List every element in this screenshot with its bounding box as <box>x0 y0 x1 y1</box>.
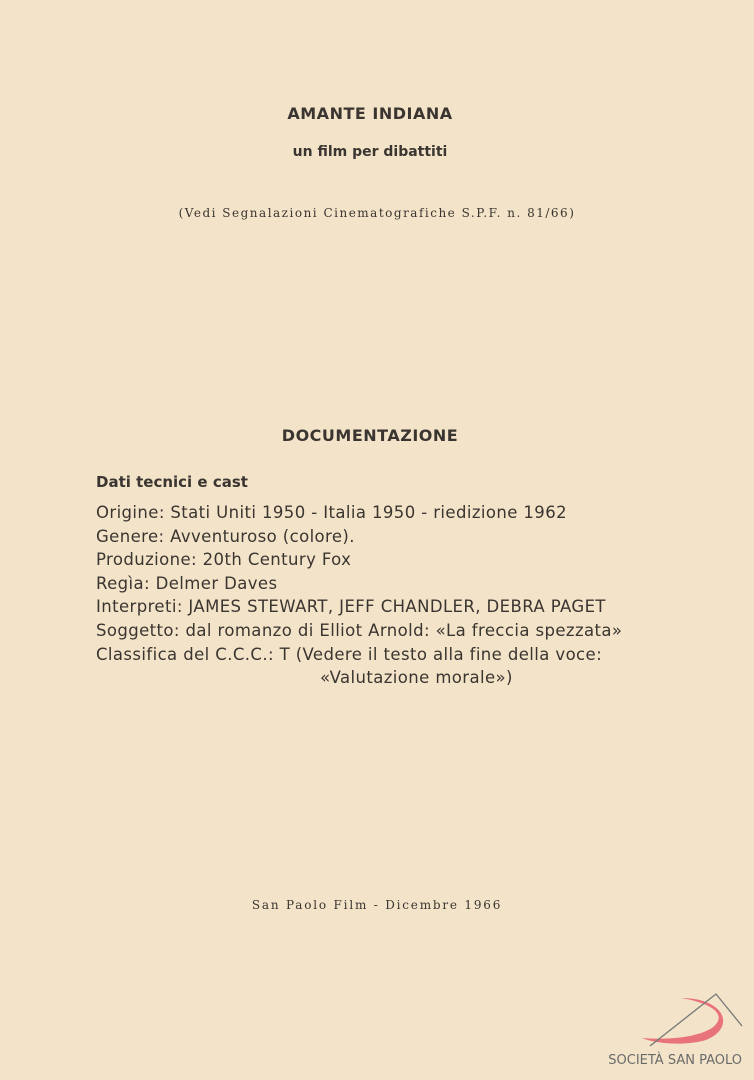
document-title: AMANTE INDIANA <box>287 104 453 123</box>
subsection-title: Dati tecnici e cast <box>96 473 248 491</box>
section-title: DOCUMENTAZIONE <box>281 426 459 445</box>
document-subtitle: un film per dibattiti <box>292 144 448 160</box>
classification-line: Classifica del C.C.C.: T (Vedere il testo alla fine della voce: <box>96 645 603 664</box>
production-line: Produzione: 20th Century Fox <box>96 550 352 569</box>
publisher-logo-text: SOCIETÀ SAN PAOLO <box>608 1053 742 1068</box>
genre-line: Genere: Avventuroso (colore). <box>96 527 355 546</box>
footer: San Paolo Film - Dicembre 1966 <box>251 898 503 912</box>
reference-note: (Vedi Segnalazioni Cinematografiche S.P.F. n. 81/66) <box>178 206 576 220</box>
director-line: Regìa: Delmer Daves <box>96 574 278 593</box>
origin-line: Origine: Stati Uniti 1950 - Italia 1950 - riedizione 1962 <box>96 503 567 522</box>
publisher-logo-icon <box>636 988 748 1048</box>
source-line: Soggetto: dal romanzo di Elliot Arnold: «La freccia spezzata» <box>96 621 623 640</box>
classification-line-cont: «Valutazione morale») <box>320 668 513 687</box>
cast-line: Interpreti: JAMES STEWART, JEFF CHANDLER, DEBRA PAGET <box>96 597 606 616</box>
